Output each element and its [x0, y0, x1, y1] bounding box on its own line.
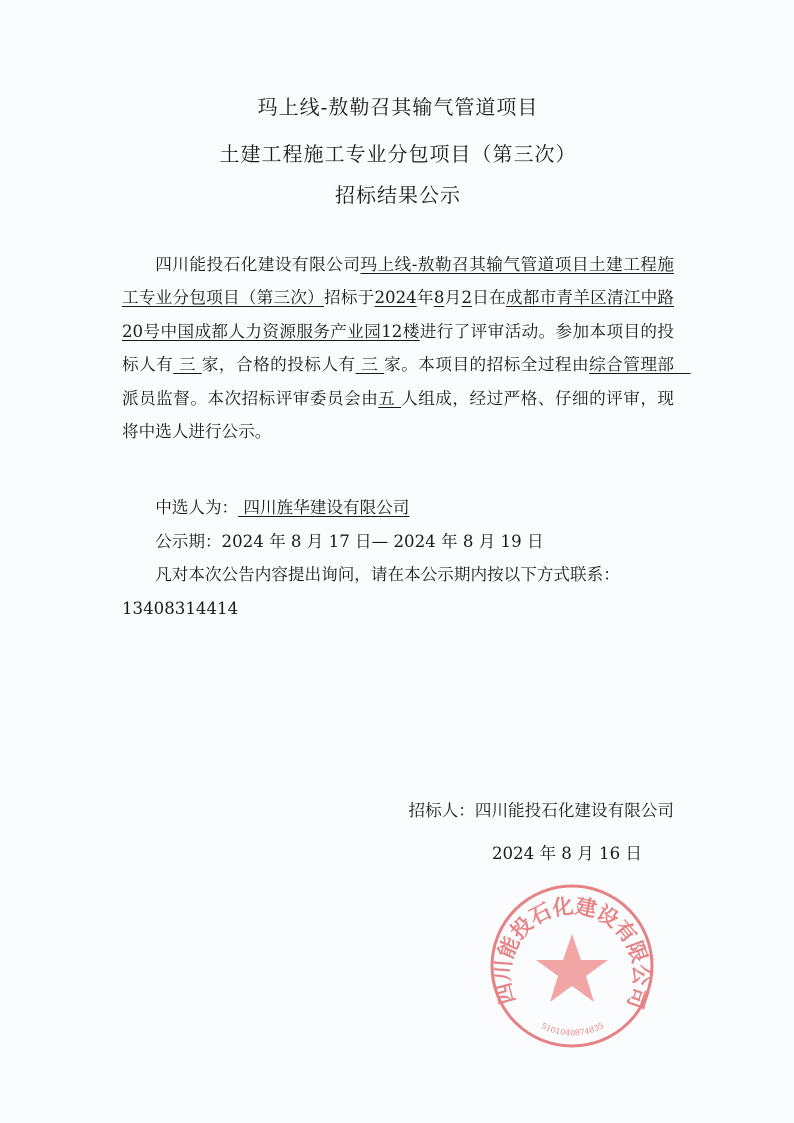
seal-container [122, 882, 674, 1052]
title-line-2: 土建工程施工专业分包项目（第三次） [219, 142, 577, 166]
body-paragraph [122, 248, 691, 448]
publicity-period: 公示期：2024 年 8 月 17 日— 2024 年 8 月 19 日 [155, 531, 544, 551]
text: 月 [444, 288, 462, 308]
text: 进行了评审活动。参加本项目的投标人有 [122, 321, 675, 375]
seal-text: 四川能投石化建设有限公司 [489, 892, 655, 1013]
qualified-count: 三 [355, 355, 385, 375]
issuer: 招标人：四川能投石化建设有限公司 [408, 801, 674, 821]
bid-month: 8 [433, 288, 445, 308]
text: 年 [416, 288, 434, 308]
text: 家。本项目的招标全过程由 [384, 355, 590, 375]
bid-day: 2 [461, 288, 473, 308]
text: 家，合格的投标人有 [201, 355, 356, 375]
text: 招标于 [324, 288, 375, 308]
text: 派员监督。本次招标评审委员会由 [122, 388, 379, 408]
contact-line: 凡对本次公告内容提出询问，请在本公示期内按以下方式联系：13408314414 [122, 565, 620, 618]
text: 四川能投石化建设有限公司 [155, 255, 361, 274]
title-line-1: 玛上线-敖勒召其输气管道项目 [257, 95, 539, 119]
seal-number: 5101040874835 [539, 1020, 606, 1038]
company-seal [488, 882, 656, 1050]
seal-star-icon [536, 934, 608, 1002]
winner-label: 中选人为： [155, 498, 239, 518]
text: 人组成，经过严格、仔细的评审，现将中选人进行公示。 [122, 388, 675, 442]
winner-line [122, 491, 674, 524]
text: 日在 [472, 288, 506, 308]
committee-count: 五 [378, 388, 402, 408]
title-line-3: 招标结果公示 [335, 183, 461, 207]
winner-name: 四川旌华建设有限公司 [238, 498, 410, 518]
bid-location: 成都市青羊区清江中路20号中国成都人力资源服务产业园12楼 [122, 288, 675, 341]
supervising-dept: 综合管理部 [589, 355, 691, 375]
signature-date: 2024 年 8 月 16 日 [491, 844, 642, 864]
bidder-count: 三 [173, 355, 202, 375]
bid-year: 2024 [374, 288, 417, 308]
project-name: 玛上线-敖勒召其输气管道项目土建工程施工专业分包项目（第三次） [122, 255, 674, 308]
